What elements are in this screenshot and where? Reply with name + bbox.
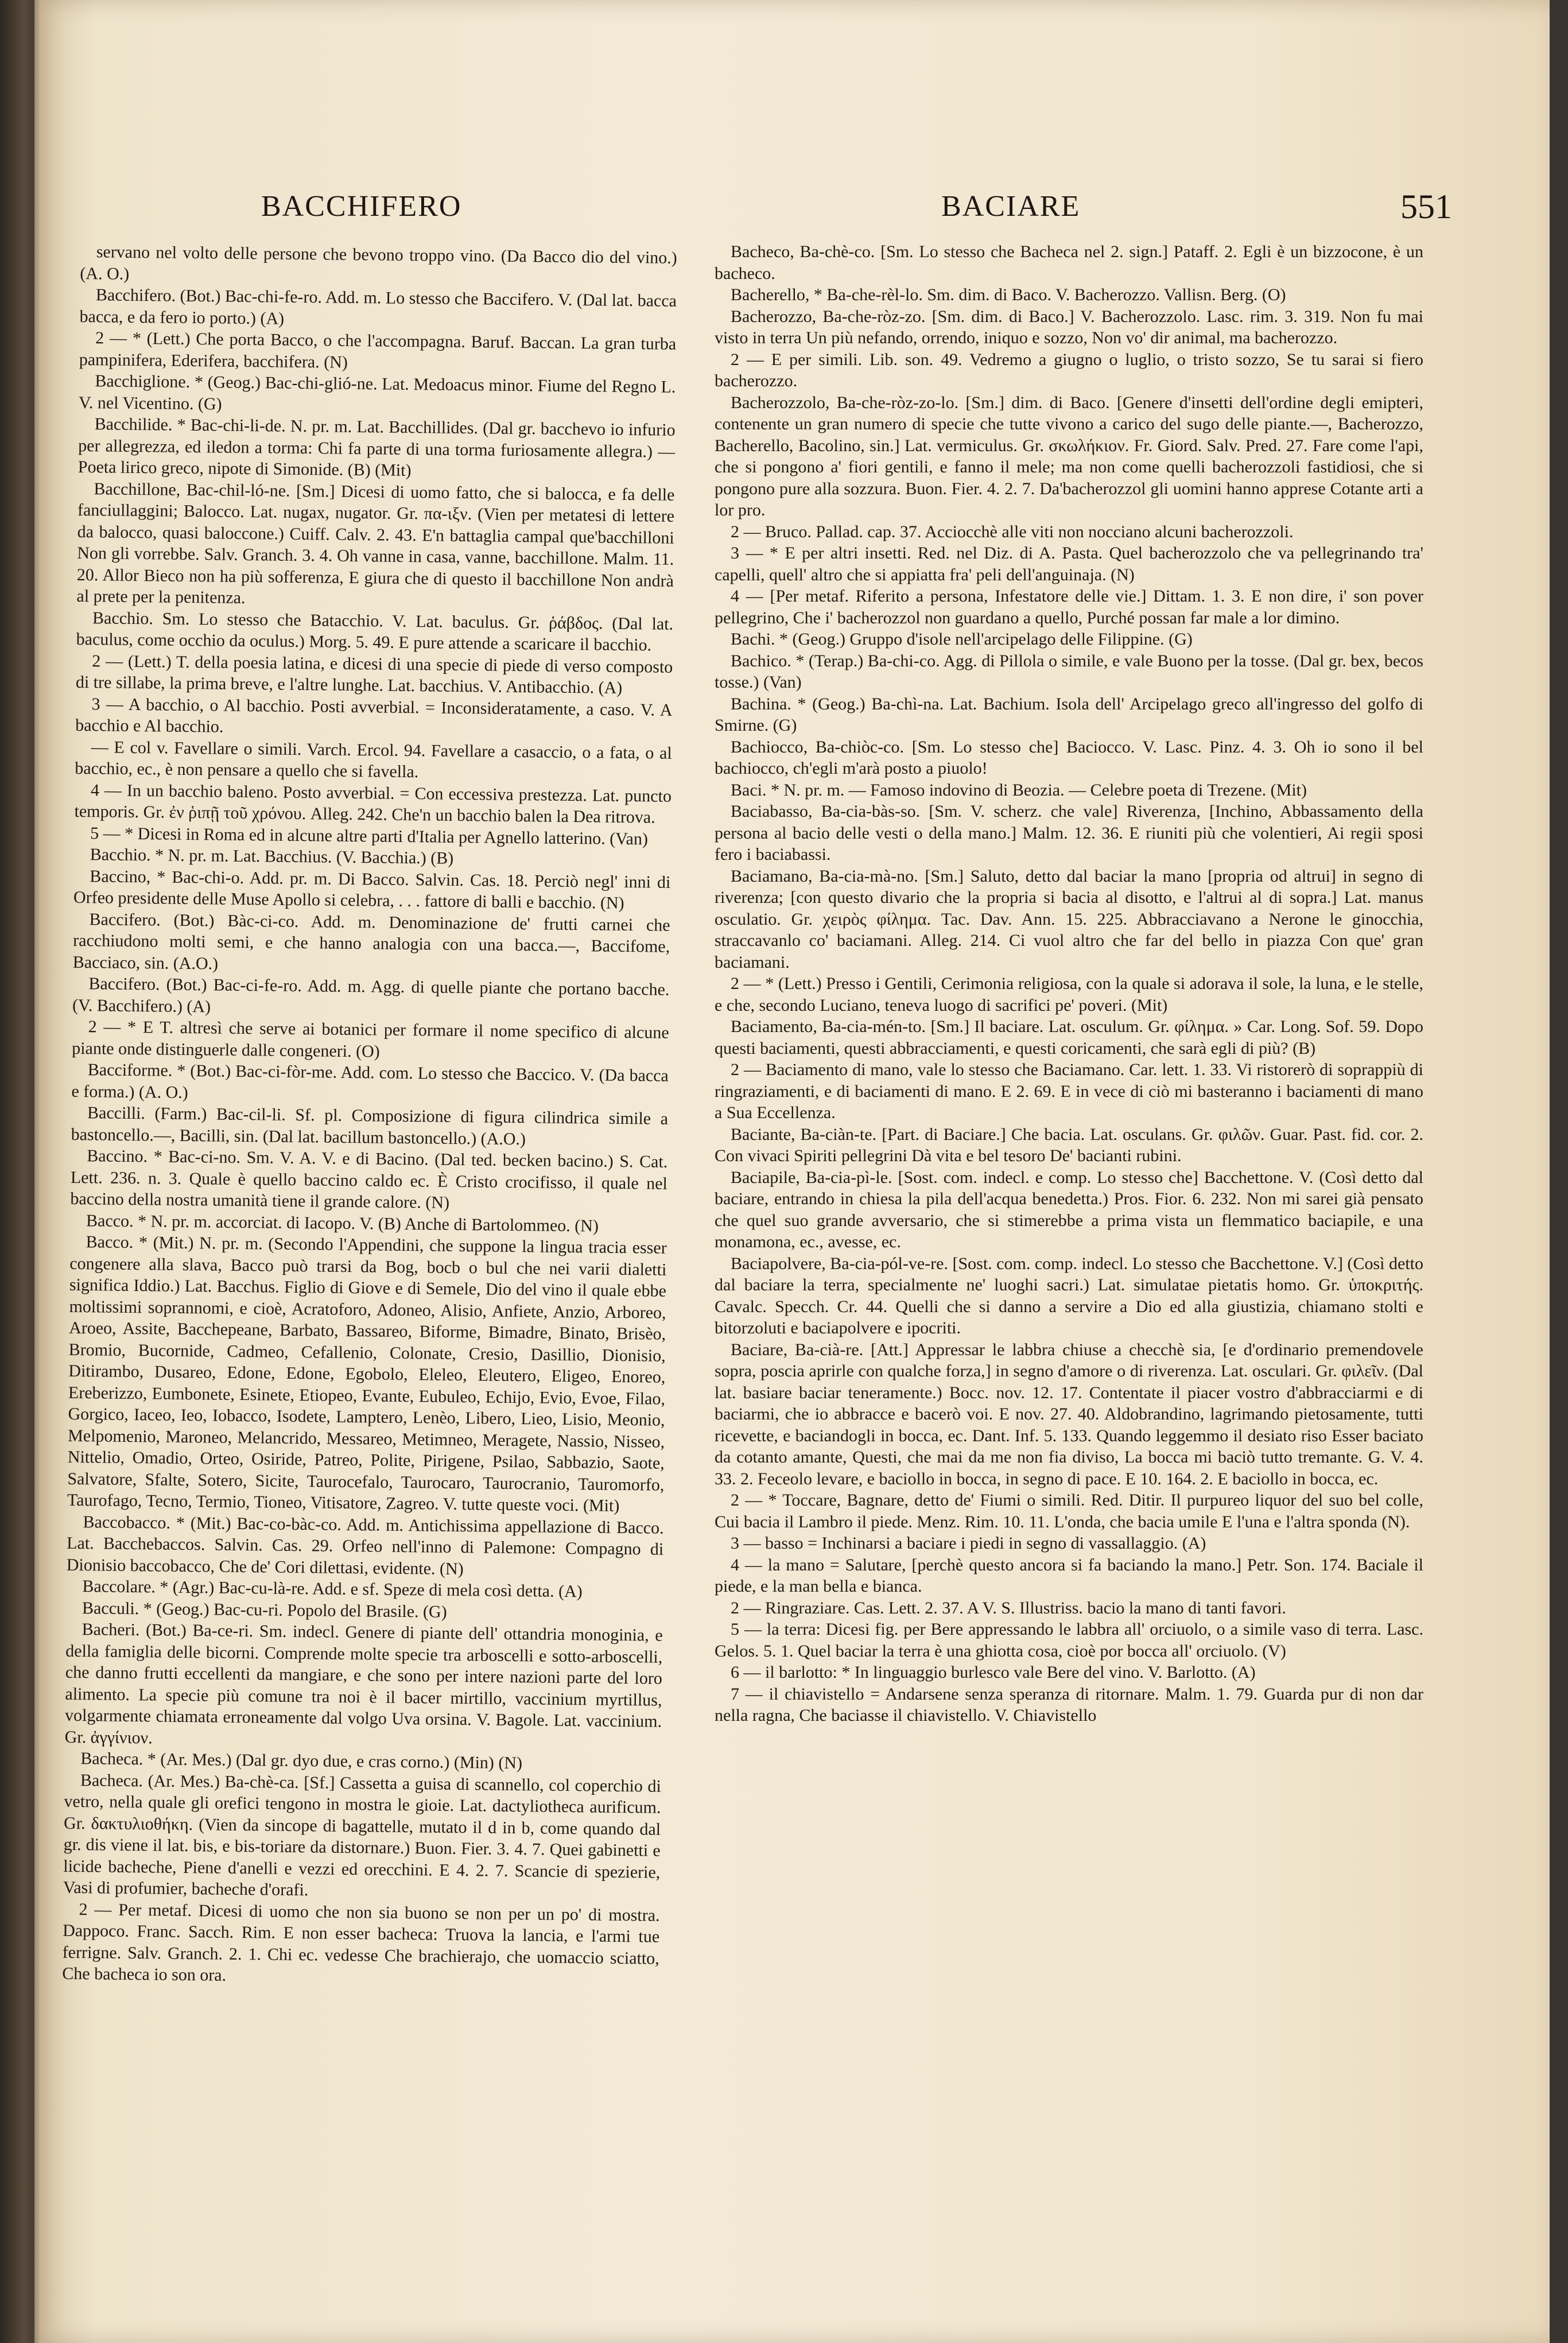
dictionary-entry: Baccobacco. * (Mit.) Bac-co-bàc-co. Add. m. Antichissima appellazione di Bacco. Lat. Bacchebaccos. Salvin. Cas. 29. Orfeo nell'inno di Palemone: Compagno di Dionisio baccobacco, Che de' Cori dilettasi, evidente. (N) (66, 1512, 664, 1578)
dictionary-entry: 2 — * E T. altresì che serve ai botanici per formare il nome specifico di alcune piante onde distinguerle dalle congeneri. (O) (72, 1017, 669, 1061)
dictionary-entry: 5 — * Dicesi in Roma ed in alcune altre parti d'Italia per Agnello latterino. (Van) (90, 823, 649, 848)
dictionary-entry: 5 — la terra: Dicesi fig. per Bere appressando le labbra all' orciuolo, o a simile vaso di terra. Lasc. Gelos. 5. 1. Quel baciar la terra è una ghiotta cosa, cioè por bocca all' orciuolo. (V) (715, 1620, 1423, 1661)
right-column (715, 241, 1423, 2032)
book-gutter (0, 0, 40, 2343)
dictionary-entry: 2 — E per simili. Lib. son. 49. Vedremo a giugno o luglio, o tristo sozzo, Se tu sarai si fiero bacherozzo. (715, 350, 1423, 390)
left-column (61, 241, 677, 2038)
dictionary-entry: Baciamento, Ba-cia-mén-to. [Sm.] Il baciare. Lat. osculum. Gr. φίλημα. » Car. Long. Sof. 59. Dopo questi baciamenti, questi abbracciamenti, e questi coricamenti, che sarà egli di più? (B) (715, 1017, 1423, 1058)
dictionary-entry: 2 — * (Lett.) Che porta Bacco, o che l'accompagna. Baruf. Baccan. La gran turba pampinifera, Ederifera, bacchifera. (N) (79, 328, 677, 372)
dictionary-entry: 2 — * Toccare, Bagnare, detto de' Fiumi o simili. Red. Ditir. Il purpureo liquor del suo bel colle, Cui bacia il Lambro il piede. Menz. Rim. 10. 11. L'onda, che bacia umile E l'una e l'altra sponda (N). (715, 1491, 1423, 1531)
dictionary-entry: Baccifero. (Bot.) Bàc-ci-co. Add. m. Denominazione de' frutti carnei che racchiudono molti semi, e che hanno analogia con una bacca.—, Baccifome, Bacciaco, sin. (A.O.) (72, 909, 670, 973)
dictionary-entry: Baciamano, Ba-cia-mà-no. [Sm.] Saluto, detto dal baciar la mano [propria od altrui] in segno di riverenza; [con questo divario che la propria si bacia al disotto, e l'altrui al di sopra.] Lat. manus osculatio. Gr. χειρὸς φίλημα. Tac. Dav. Ann. 15. 225. Abbracciavano a Nerone le ginocchia, straccavanlo co' baciamani. Alleg. 214. Ci vuol altro che far del bello in piazza Con que' gran baciamani. (715, 866, 1423, 972)
dictionary-entry: Bacheca. * (Ar. Mes.) (Dal gr. dyo due, e cras corno.) (Min) (N) (80, 1749, 523, 1773)
dictionary-entry: Bachi. * (Geog.) Gruppo d'isole nell'arcipelago delle Filippine. (G) (731, 630, 1193, 649)
dictionary-entry: Baciapile, Ba-cia-pì-le. [Sost. com. indecl. e comp. Lo stesso che] Bacchettone. V. (Così detto dal baciare, entrando in chiesa la pila dell'acqua benedetta.) Pros. Fior. 6. 232. Non mi sarei già pensato che quel suo grande avversario, che si stimerebbe a prima vista un flemmatico baciapile, e una monamona, ec., avesse, ec. (715, 1167, 1423, 1251)
dictionary-entry: Bacchiglione. * (Geog.) Bac-chi-glió-ne. Lat. Medoacus minor. Fiume del Regno L. V. nel Vicentino. (G) (78, 371, 676, 414)
dictionary-entry: 7 — il chiavistello = Andarsene senza speranza di ritornare. Malm. 1. 79. Guarda pur di non dar nella ragna, Che baciasse il chiavistello. V. Chiavistello (715, 1684, 1423, 1725)
dictionary-entry: Baccilli. (Farm.) Bac-cil-li. Sf. pl. Composizione di figura cilindrica simile a bastoncello.—, Bacilli, sin. (Dal lat. bacillum bastoncello.) (A.O.) (71, 1103, 669, 1149)
running-header (0, 189, 1568, 235)
dictionary-entry: Bacchilide. * Bac-chi-li-de. N. pr. m. Lat. Bacchillides. (Dal gr. bacchevo io infurio per allegrezza, ed iledon a torma: Chi fa parte di una torma furiosamente allegra.) — Poeta lirico greco, nipote di Simonide. (B) (Mit) (77, 414, 676, 480)
dictionary-entry: Bacco. * N. pr. m. accorciat. di Iacopo. V. (B) Anche di Bartolommeo. (N) (86, 1211, 599, 1236)
dictionary-entry: 2 — (Lett.) T. della poesia latina, e dicesi di una specie di piede di verso composto di tre sillabe, la prima breve, e l'altre lunghe. Lat. bacchius. V. Antibacchio. (A) (75, 651, 673, 697)
dictionary-entry: Baccolare. * (Agr.) Bac-cu-là-re. Add. e sf. Speze di mela così detta. (A) (82, 1577, 583, 1601)
dictionary-entry: Bacchillone, Bac-chil-ló-ne. [Sm.] Dicesi di uomo fatto, che si balocca, e fa delle fanciullaggini; Balocco. Lat. nugax, nugator. Gr. πα-ιξν. (Vien per metatesi di lettere da balocco, quasi baloccone.) Cuiff. Calv. 2. 43. E'n battaglia campal que'bacchilloni Non gli vorrebbe. Salv. Granch. 3. 4. Oh vanne in casa, vanne, bacchillone. Malm. 11. 20. Allor Bieco non ha più sofferenza, E giura che di questo il bacchillone Non andrà al prete per la penitenza. (76, 479, 675, 608)
dictionary-entry: Bacculi. * (Geog.) Bac-cu-ri. Popolo del Brasile. (G) (81, 1598, 447, 1622)
dictionary-entry: Bacciforme. * (Bot.) Bac-ci-fòr-me. Add. com. Lo stesso che Baccico. V. (Da bacca e forma.) (A. O.) (71, 1060, 669, 1102)
dictionary-entry: 2 — Per metaf. Dicesi di uomo che non sia buono se non per un po' di mostra. Dappoco. Franc. Sacch. Rim. E non esser bacheca: Truova la lancia, e l'armi tue ferrigne. Salv. Granch. 2. 1. Chi ec. vedesse Che brachierajo, che uomaccio sciatto, Che bacheca io son ora. (62, 1899, 660, 1985)
dictionary-entry: 3 — A bacchio, o Al bacchio. Posti avverbial. = Inconsideratamente, a caso. V. A bacchio e Al bacchio. (75, 694, 673, 736)
dictionary-entry: 3 — * E per altri insetti. Red. nel Diz. di A. Pasta. Quel bacherozzolo che va pellegrinando tra' capelli, quell' altro che si appiatta fra' peli dell'anguinaja. (N) (715, 544, 1423, 584)
dictionary-entry: servano nel volto delle persone che bevono troppo vino. (Da Bacco dio del vino.) (A. O.) (80, 242, 677, 284)
dictionary-entry: 6 — il barlotto: * In linguaggio burlesco vale Bere del vino. V. Barlotto. (A) (731, 1663, 1256, 1682)
dictionary-entry: Bachina. * (Geog.) Ba-chì-na. Lat. Bachium. Isola dell' Arcipelago greco all'ingresso del golfo di Smirne. (G) (715, 694, 1423, 735)
dictionary-entry: Baciare, Ba-cià-re. [Att.] Appressar le labbra chiuse a checchè sia, [e d'ordinario premendovele sopra, poscia aprirle con qualche forza,] in segno d'amore o di riverenza. Lat. osculari. Gr. φιλεῖν. (Dal lat. basiare baciar teneramente.) Bocc. nov. 12. 17. Contentate il piacer vostro d'abbracciarmi e di baciarmi, che io abbracce e bacerò voi. E nov. 27. 40. Aldobrandino, lagrimando pietosamente, tutti ricevette, e baciandogli in bocca, ec. Dant. Inf. 5. 133. Quando leggemmo il desiato riso Esser baciato da cotanto amante, Questi, che mai da me non fia diviso, La bocca mi baciò tutto tremante. G. V. 4. 33. 2. Feceolo levare, e baciollo in bocca, in segno di pace. E 10. 164. 2. E baciollo in bocca, ec. (715, 1340, 1423, 1488)
dictionary-entry: Baciabasso, Ba-cia-bàs-so. [Sm. V. scherz. che vale] Riverenza, [Inchino, Abbassamento della persona al bacio delle vesti o della mano.] Malm. 12. 36. E riuniti più che volentieri, Ai regii sposi fero i baciabassi. (715, 802, 1423, 864)
dictionary-entry: Bacchio. Sm. Lo stesso che Batacchio. V. Lat. baculus. Gr. ῥάβδος. (Dal lat. baculus, come occhio da oculus.) Morg. 5. 49. E pure attende a scaricare il bacchio. (76, 608, 674, 655)
dictionary-entry: Bacheca. (Ar. Mes.) Ba-chè-ca. [Sf.] Cassetta a guisa di scannello, col coperchio di vetro, nella quale gli orefici tengono in mostra le gioie. Lat. dactyliotheca aurificum. Gr. δακτυλιοθήκη. (Vien da sincope di bagattelle, mutato il d in b, come quando dal gr. dis viene il lat. bis, e bis-toriare da distornare.) Buon. Fier. 3. 4. 7. Quei gabinetti e licide bacheche, Piene d'anelli e vezzi ed orecchini. E 4. 2. 7. Scancie di spezierie, Vasi di profumier, bacheche d'orafi. (63, 1770, 662, 1900)
dictionary-entry: Bacherozzo, Ba-che-ròz-zo. [Sm. dim. di Baco.] V. Bacherozzolo. Lasc. rim. 3. 319. Non fu mai visto in terra Un più nefando, orrendo, iniquo e sozzo, Non vo' dir animal, ma bacherozzo. (715, 307, 1423, 347)
dictionary-entry: 4 — [Per metaf. Riferito a persona, Infestatore delle vie.] Dittam. 1. 3. E non dire, i' son pover pellegrino, Che i' bacherozzol non guardano a quello, Purché possan far male a lor dimino. (715, 587, 1423, 627)
dictionary-entry: Bacherello, * Ba-che-rèl-lo. Sm. dim. di Baco. V. Bacherozzo. Vallisn. Berg. (O) (731, 285, 1286, 304)
left-headword: BACCHIFERO (261, 190, 462, 223)
dictionary-entry: 3 — basso = Inchinarsi a baciare i piedi in segno di vassallaggio. (A) (731, 1534, 1206, 1553)
dictionary-entry: Bacheco, Ba-chè-co. [Sm. Lo stesso che Bacheca nel 2. sign.] Pataff. 2. Egli è un bizzocone, è un bacheco. (715, 242, 1423, 283)
dictionary-entry: Bacherozzolo, Ba-che-ròz-zo-lo. [Sm.] dim. di Baco. [Genere d'insetti dell'ordine degli emipteri, contenente un gran numero di specie che tutte vivono a carico del sugo delle piante.—, Bacherozzo, Bacherello, Bacolino, sin.] Lat. vermiculus. Gr. σκωλήκιον. Fr. Giord. Salv. Pred. 27. Fare come l'api, che si pongono a' fiori gentili, e fanno il mele; ma non come quelli bacherozzoli fastidiosi, che si pongono pure alla sozzura. Buon. Fier. 4. 2. 7. Da'bacherozzol gli uomini hanno apprese Cotante arti a lor pro. (715, 393, 1423, 519)
dictionary-entry: — E col v. Favellare o simili. Varch. Ercol. 94. Favellare a casaccio, o a fata, o al bacchio, ec., è non pensare a quello che si favella. (75, 737, 672, 782)
dictionary-entry: 2 — Bruco. Pallad. cap. 37. Acciocchè alle viti non nocciano alcuni bacherozzoli. (731, 522, 1294, 541)
dictionary-entry: Bacheri. (Bot.) Ba-ce-ri. Sm. indecl. Genere di piante dell' ottandria monoginia, e della famiglia delle bicorni. Comprende molte specie tra arboscelli e sotto-arboscelli, che danno frutti eccellenti da mangiare, e che sono per intere nazioni parte del loro alimento. La specie più comune tra noi è il bacer mirtillo, vaccinium myrtillus, volgarmente chiamata erroneamente dal volgo Uva orsina. V. Bagole. Lat. vaccinium. Gr. ἀγγίνιον. (64, 1620, 663, 1747)
dictionary-entry: Baciapolvere, Ba-cia-pól-ve-re. [Sost. com. comp. indecl. Lo stesso che Bacchettone. V.] (Così detto dal baciare la terra, specialmente ne' luoghi sacri.) Lat. simulatae pietatis homo. Gr. ὑποκριτής. Cavalc. Specch. Cr. 44. Quelli che si danno a servire a Dio ed alla giustizia, chiamano stolti e bitorzoluti e baciapolvere e ipocriti. (715, 1254, 1423, 1337)
dictionary-entry: Baccino, * Bac-chi-o. Add. pr. m. Di Bacco. Salvin. Cas. 18. Perciò negl' inni di Orfeo presidente delle Muse Apollo si celebra, . . . fattore di balli e bacchio. (N) (73, 866, 671, 913)
dictionary-entry: 4 — la mano = Salutare, [perchè questo ancora si fa baciando la mano.] Petr. Son. 174. Baciale il piede, e la man bella e bianca. (715, 1555, 1423, 1596)
dictionary-entry: 2 — * (Lett.) Presso i Gentili, Cerimonia religiosa, con la quale si adorava il sole, la luna, e le stelle, e che, secondo Luciano, teneva luogo di sacrifici pe' poveri. (Mit) (715, 974, 1423, 1015)
dictionary-entry: 2 — Ringraziare. Cas. Lett. 2. 37. A V. S. Illustriss. bacio la mano di tanti favori. (731, 1598, 1286, 1617)
dictionary-entry: Bachico. * (Terap.) Ba-chi-co. Agg. di Pillola o simile, e vale Buono per la tosse. (Dal gr. bex, becos tosse.) (Van) (715, 651, 1423, 692)
dictionary-entry: 2 — Baciamento di mano, vale lo stesso che Baciamano. Car. lett. 1. 33. Vi ristorerò di soprappiù di ringraziamenti, e di baciamenti di mano. E 2. 69. E in vece di ciò mi basteranno i baciamenti di mano a Sua Eccellenza. (715, 1060, 1423, 1122)
dictionary-entry: Baciante, Ba-ciàn-te. [Part. di Baciare.] Che bacia. Lat. osculans. Gr. φιλῶν. Guar. Past. fid. cor. 2. Con vivaci Spiriti pellegrini Dà vita e bel tesoro De' bacianti rubini. (715, 1124, 1423, 1165)
dictionary-entry: Bachiocco, Ba-chiòc-co. [Sm. Lo stesso che] Baciocco. V. Lasc. Pinz. 4. 3. Oh io sono il bel bachiocco, ch'egli m'arà posto a piuolo! (715, 737, 1423, 778)
dictionary-entry: Bacco. * (Mit.) N. pr. m. (Secondo l'Appendini, che suppone la lingua tracia esser congenere alla slava, Bacco può trarsi da Bog, bocb o bul che nei varii dialetti significa Iddio.) Lat. Bacchus. Figlio di Giove e di Semele, Dio del vino il quale ebbe moltissimi soprannomi, e cioè, Acratoforo, Adoneo, Alisio, Anfiete, Anzio, Arboreo, Aroeo, Assite, Bacchepeane, Barbato, Bassareo, Biforme, Bimadre, Binato, Brisèo, Bromio, Bucornide, Cadmeo, Cefallenio, Colonate, Cresio, Dasillio, Dionisio, Ditirambo, Dusareo, Edone, Edone, Egobolo, Eleleo, Eleutero, Eligeo, Enoreo, Ereberizzo, Eumbonete, Esinete, Etiopeo, Evante, Eubuleo, Echijo, Evio, Evoe, Filao, Gorgico, Iaceo, Ieo, Iobacco, Isodete, Lamptero, Lenèo, Libero, Lieo, Lisio, Meonio, Melpomenio, Maroneo, Melancrido, Messareo, Metimneo, Meragete, Nassio, Nisseo, Nittelio, Omadio, Orteo, Osiride, Patreo, Polite, Pirigene, Psilao, Sabbazio, Saote, Salvatore, Sfalte, Sotero, Sicite, Taurocefalo, Taurocaro, Taurocranio, Tauromorfo, Taurofago, Tecno, Termio, Tioneo, Vitisatore, Zagreo. V. tutte queste voci. (Mit) (67, 1232, 667, 1515)
dictionary-entry: Bacchifero. (Bot.) Bac-chi-fe-ro. Add. m. Lo stesso che Baccifero. V. (Dal lat. bacca bacca, e da fero io porto.) (A) (79, 285, 677, 328)
dictionary-entry: Bacchio. * N. pr. m. Lat. Bacchius. (V. Bacchia.) (B) (90, 845, 454, 868)
dictionary-entry: Baci. * N. pr. m. — Famoso indovino di Beozia. — Celebre poeta di Trezene. (Mit) (731, 780, 1307, 800)
dictionary-entry: 4 — In un bacchio baleno. Posto avverbial. = Con eccessiva prestezza. Lat. puncto temporis. Gr. ἐν ῥιπῇ τοῦ χρόνου. Alleg. 242. Che'n un bacchio balen la Dea ritrova. (74, 780, 672, 827)
right-headword: BACIARE (941, 190, 1081, 223)
page-number: 551 (1400, 188, 1452, 226)
dictionary-entry: Baccino. * Bac-ci-no. Sm. V. A. V. e di Bacino. (Dal ted. becken bacino.) S. Cat. Lett. 236. n. 3. Quale è quello baccino caldo ec. È Cristo crocifisso, il quale nel baccino della nostra umanità tiene il grande calore. (N) (70, 1146, 668, 1212)
dictionary-entry: Baccifero. (Bot.) Bac-ci-fe-ro. Add. m. Agg. di quelle piante che portano bacche. (V. Bacchifero.) (A) (72, 974, 670, 1016)
